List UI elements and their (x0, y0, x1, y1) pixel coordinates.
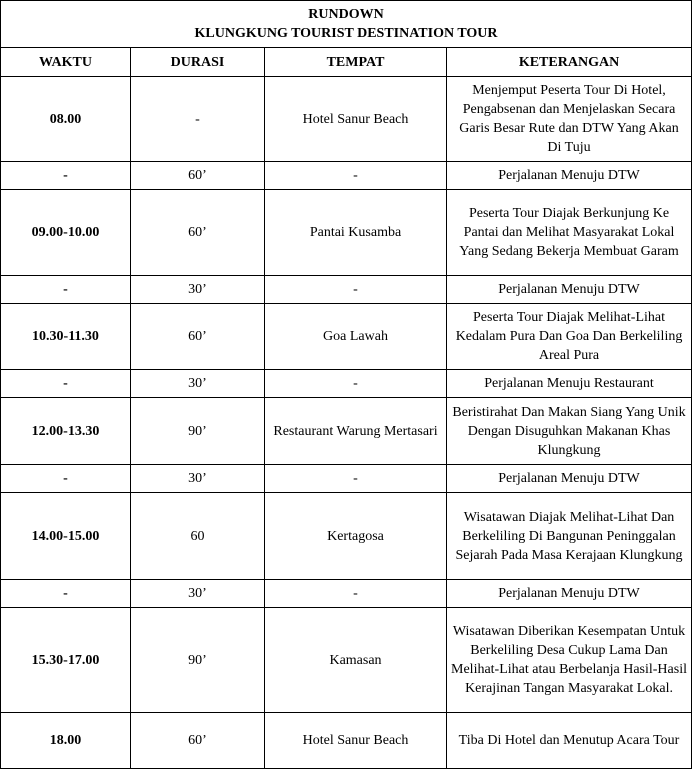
header-tempat: TEMPAT (265, 48, 447, 77)
keterangan-cell: Perjalanan Menuju Restaurant (447, 370, 692, 398)
tempat-cell: - (265, 162, 447, 190)
keterangan-cell: Beristirahat Dan Makan Siang Yang Unik Dengan Disuguhkan Makanan Khas Klungkung (447, 398, 692, 465)
keterangan-cell: Peserta Tour Diajak Berkunjung Ke Pantai dan Melihat Masyarakat Lokal Yang Sedang Bekerja Membuat Garam (447, 190, 692, 276)
keterangan-cell: Peserta Tour Diajak Melihat-Lihat Kedalam Pura Dan Goa Dan Berkeliling Areal Pura (447, 304, 692, 370)
table-row (1, 465, 692, 493)
header-waktu: WAKTU (1, 48, 131, 77)
waktu-cell: 10.30-11.30 (1, 304, 131, 370)
durasi-cell: 30’ (131, 370, 265, 398)
table-body (1, 77, 692, 769)
waktu-cell: 08.00 (1, 77, 131, 162)
durasi-cell: 60’ (131, 304, 265, 370)
keterangan-cell: Perjalanan Menuju DTW (447, 580, 692, 608)
tempat-cell: Restaurant Warung Mertasari (265, 398, 447, 465)
tempat-cell: - (265, 276, 447, 304)
waktu-cell: - (1, 162, 131, 190)
table-row (1, 304, 692, 370)
title-line-1: RUNDOWN (308, 7, 384, 22)
durasi-cell: 60’ (131, 190, 265, 276)
table-row (1, 77, 692, 162)
durasi-cell: - (131, 77, 265, 162)
keterangan-cell: Perjalanan Menuju DTW (447, 276, 692, 304)
waktu-cell: 18.00 (1, 713, 131, 769)
tempat-cell: Hotel Sanur Beach (265, 713, 447, 769)
table-row (1, 370, 692, 398)
title-line-2: KLUNGKUNG TOURIST DESTINATION TOUR (194, 26, 498, 41)
table-row (1, 398, 692, 465)
table-row (1, 580, 692, 608)
table-row (1, 190, 692, 276)
tempat-cell: Pantai Kusamba (265, 190, 447, 276)
tempat-cell: - (265, 370, 447, 398)
table-row (1, 608, 692, 713)
durasi-cell: 30’ (131, 465, 265, 493)
durasi-cell: 90’ (131, 608, 265, 713)
durasi-cell: 30’ (131, 580, 265, 608)
keterangan-cell: Menjemput Peserta Tour Di Hotel, Pengabsenan dan Menjelaskan Secara Garis Besar Rute dan DTW Yang Akan Di Tuju (447, 77, 692, 162)
durasi-cell: 60 (131, 493, 265, 580)
tempat-cell: Hotel Sanur Beach (265, 77, 447, 162)
table-row (1, 276, 692, 304)
waktu-cell: 14.00-15.00 (1, 493, 131, 580)
durasi-cell: 60’ (131, 162, 265, 190)
waktu-cell: 15.30-17.00 (1, 608, 131, 713)
durasi-cell: 30’ (131, 276, 265, 304)
waktu-cell: - (1, 370, 131, 398)
waktu-cell: - (1, 276, 131, 304)
header-keterangan: KETERANGAN (447, 48, 692, 77)
header-durasi: DURASI (131, 48, 265, 77)
table-row (1, 162, 692, 190)
tempat-cell: - (265, 580, 447, 608)
table-title (1, 1, 692, 48)
table-row (1, 493, 692, 580)
waktu-cell: 12.00-13.30 (1, 398, 131, 465)
waktu-cell: - (1, 580, 131, 608)
tempat-cell: Kamasan (265, 608, 447, 713)
header-row (1, 48, 692, 77)
waktu-cell: - (1, 465, 131, 493)
keterangan-cell: Perjalanan Menuju DTW (447, 465, 692, 493)
table-row (1, 713, 692, 769)
tempat-cell: Kertagosa (265, 493, 447, 580)
durasi-cell: 60’ (131, 713, 265, 769)
tempat-cell: - (265, 465, 447, 493)
keterangan-cell: Wisatawan Diajak Melihat-Lihat Dan Berkeliling Di Bangunan Peninggalan Sejarah Pada Masa Kerajaan Klungkung (447, 493, 692, 580)
title-row (1, 1, 692, 48)
keterangan-cell: Perjalanan Menuju DTW (447, 162, 692, 190)
tempat-cell: Goa Lawah (265, 304, 447, 370)
keterangan-cell: Tiba Di Hotel dan Menutup Acara Tour (447, 713, 692, 769)
durasi-cell: 90’ (131, 398, 265, 465)
waktu-cell: 09.00-10.00 (1, 190, 131, 276)
keterangan-cell: Wisatawan Diberikan Kesempatan Untuk Berkeliling Desa Cukup Lama Dan Melihat-Lihat atau Berbelanja Hasil-Hasil Kerajinan Tangan Masyarakat Lokal. (447, 608, 692, 713)
